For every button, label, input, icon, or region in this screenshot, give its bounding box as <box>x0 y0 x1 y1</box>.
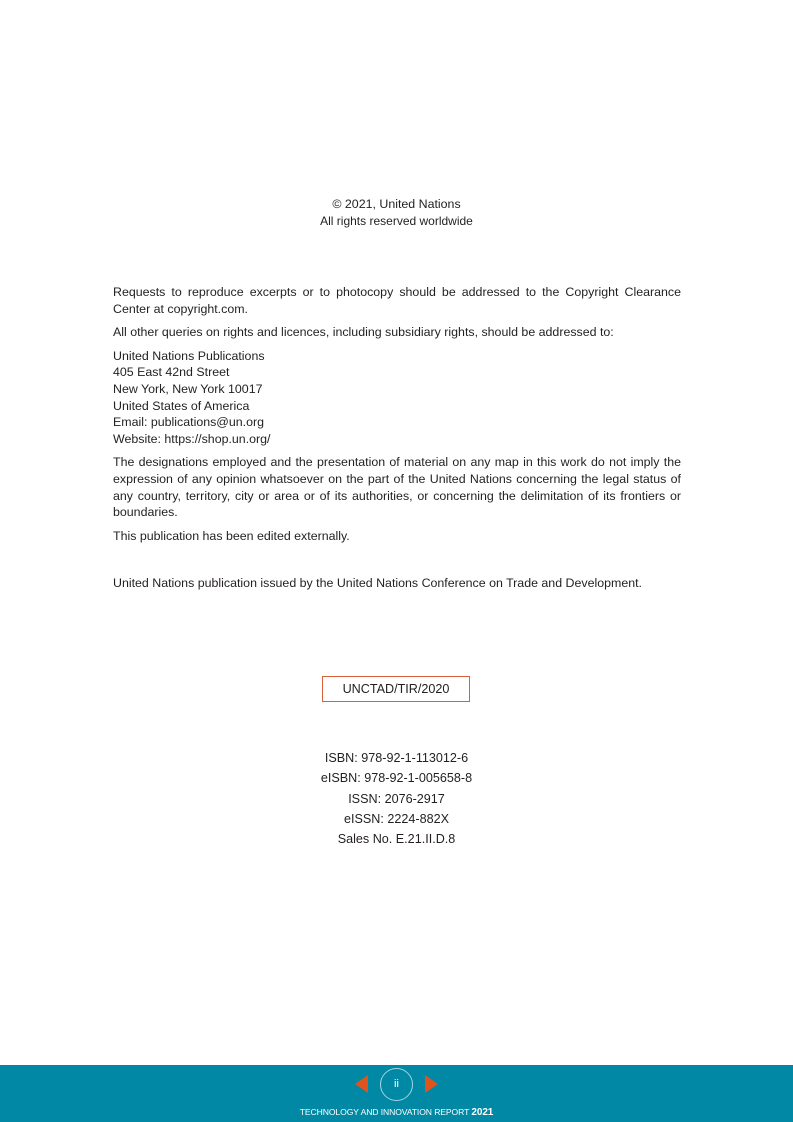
address-line: New York, New York 10017 <box>113 381 263 396</box>
address-block <box>113 348 681 448</box>
isbn: ISBN: 978-92-1-113012-6 <box>324 751 469 765</box>
rights-line: All rights reserved worldwide <box>320 213 473 228</box>
email-link[interactable]: Email: publications@un.org <box>113 415 265 430</box>
previous-page-arrow-icon[interactable] <box>355 1075 368 1093</box>
queries-paragraph: All other queries on rights and licences, including subsidiary rights, should be addressed to: <box>113 325 614 340</box>
copyright-block <box>0 196 793 229</box>
address-line: United States of America <box>113 398 250 413</box>
address-line: United Nations Publications <box>113 348 265 363</box>
address-line: 405 East 42nd Street <box>113 365 230 380</box>
issued-paragraph: United Nations publication issued by the United Nations Conference on Trade and Development. <box>113 576 642 590</box>
identifiers-block <box>0 748 793 849</box>
report-title <box>0 1104 793 1122</box>
document-code-box: UNCTAD/TIR/2020 <box>322 676 470 702</box>
eisbn: eISBN: 978-92-1-005658-8 <box>320 771 473 786</box>
reproduce-paragraph: Requests to reproduce excerpts or to photocopy should be addressed to the Copyright Clearance Center at copyright.com. <box>113 285 681 316</box>
issn: ISSN: 2076-2917 <box>348 791 445 806</box>
footer-bar <box>0 1065 793 1122</box>
report-year: 2021 <box>471 1107 494 1118</box>
edited-paragraph: This publication has been edited externally. <box>113 528 350 543</box>
report-title-text: TECHNOLOGY AND INNOVATION REPORT <box>299 1107 470 1117</box>
eissn: eISSN: 2224-882X <box>343 811 450 826</box>
next-page-arrow-icon[interactable] <box>425 1075 438 1093</box>
sales-number: Sales No. E.21.II.D.8 <box>337 832 456 847</box>
rights-text <box>113 284 681 551</box>
designations-paragraph: The designations employed and the presentation of material on any map in this work do not imply the expression of any opinion whatsoever on the part of the United Nations concerning the legal status of any country, territory, city or area or of its authorities, or concerning the delimitation of its frontiers or boundaries. <box>113 455 681 520</box>
page-number: ii <box>380 1068 413 1101</box>
copyright-line: © 2021, United Nations <box>332 197 461 211</box>
website-link[interactable]: Website: https://shop.un.org/ <box>113 431 271 446</box>
